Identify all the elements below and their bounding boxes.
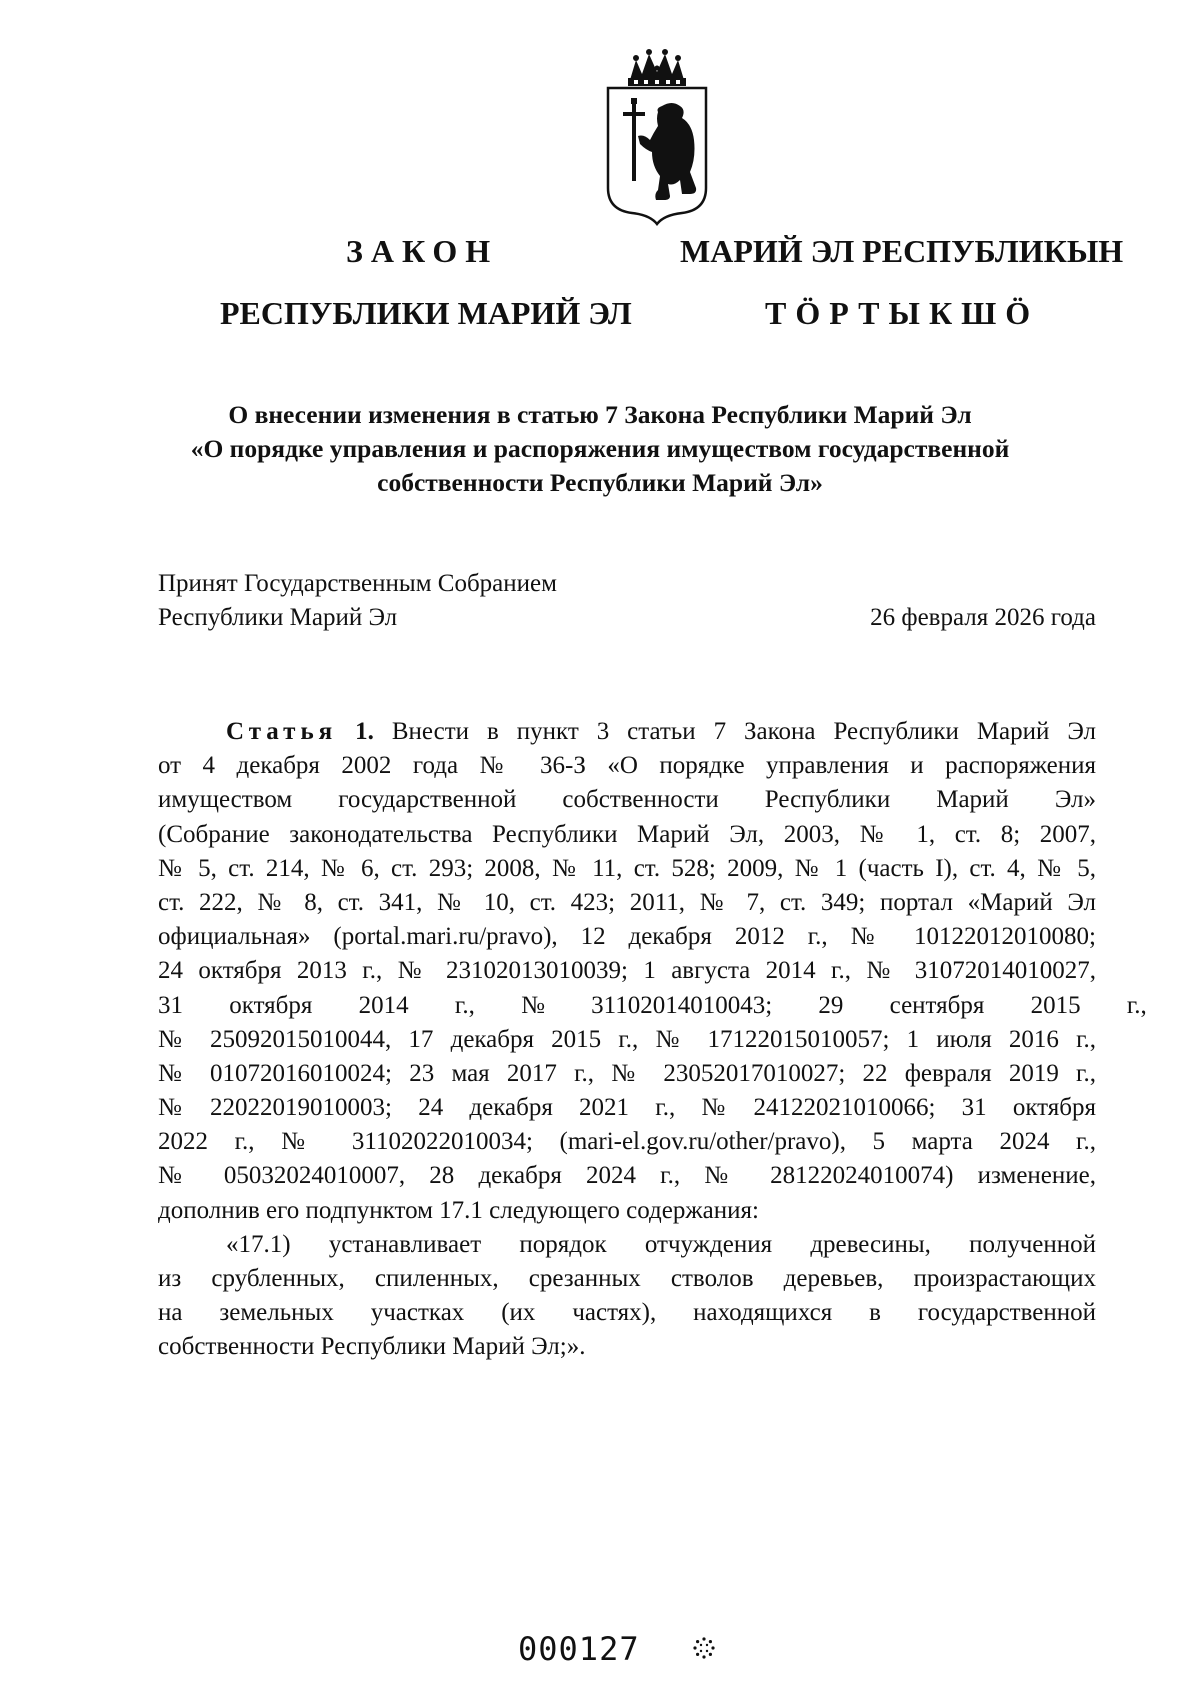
article-line: 24 октября 2013 г., № 23102013010039; 1 августа 2014 г., № 31072014010027,	[158, 957, 1096, 985]
article-text: Внести в пункт 3 статьи 7 Закона Республики Марий Эл	[391, 718, 1097, 745]
law-heading-ru: ЗАКОН	[346, 233, 499, 269]
article-line: 31 октября 2014 г., № 31102014010043; 29 сентября 2015 г.,	[158, 991, 1147, 1019]
republic-heading-ru: РЕСПУБЛИКИ МАРИЙ ЭЛ	[220, 295, 632, 331]
article-line	[158, 715, 1096, 749]
quote-line: из срубленных, спиленных, срезанных стволов деревьев, произрастающих	[158, 1265, 1096, 1292]
quote-line: «17.1) устанавливает порядок отчуждения древесины, полученной	[226, 1230, 1096, 1258]
article-line: № 01072016010024; 23 мая 2017 г., № 23052017010027; 22 февраля 2019 г.,	[158, 1059, 1096, 1087]
quote-line: собственности Республики Марий Эл;».	[158, 1333, 586, 1361]
article-label: Статья	[226, 718, 338, 745]
law-heading-mari: ТӦРТЫКШӦ	[765, 295, 1040, 331]
republic-heading-mari: МАРИЙ ЭЛ РЕСПУБЛИКЫН	[680, 233, 1124, 269]
article-number: 1.	[355, 718, 374, 745]
document-number: 000127	[518, 1630, 640, 1668]
article-line: № 22022019010003; 24 декабря 2021 г., № 24122021010066; 31 октября	[158, 1094, 1096, 1122]
adoption-statement	[158, 567, 557, 635]
adoption-line: Республики Марий Эл	[158, 604, 398, 631]
law-title-line: «О порядке управления и распоряжения имуществом государственной	[190, 434, 1010, 463]
stamp-mark-icon	[692, 1636, 716, 1660]
article-line: № 5, ст. 214, № 6, ст. 293; 2008, № 11, ст. 528; 2009, № 1 (часть I), ст. 4, № 5,	[158, 854, 1096, 882]
article-1	[158, 715, 1147, 1365]
article-line: дополнив его подпунктом 17.1 следующего содержания:	[158, 1196, 759, 1224]
quote-line: на земельных участках (их частях), находящихся в государственной	[158, 1299, 1096, 1327]
article-line: № 05032024010007, 28 декабря 2024 г., № 28122024010074) изменение,	[158, 1162, 1096, 1190]
adoption-date: 26 февраля 2026 года	[870, 604, 1096, 631]
article-line: № 25092015010044, 17 декабря 2015 г., № 17122015010057; 1 июля 2016 г.,	[158, 1025, 1096, 1053]
article-line: 2022 г., № 31102022010034; (mari-el.gov.ru/other/pravo), 5 марта 2024 г.,	[158, 1128, 1096, 1156]
article-line: ст. 222, № 8, ст. 341, № 10, ст. 423; 2011, № 7, ст. 349; портал «Марий Эл	[158, 888, 1096, 916]
law-title-line: собственности Республики Марий Эл»	[377, 468, 823, 497]
adoption-line: Принят Государственным Собранием	[158, 570, 557, 597]
law-title-line: О внесении изменения в статью 7 Закона Республики Марий Эл	[228, 400, 972, 429]
coat-of-arms-icon	[602, 48, 712, 226]
article-line: официальная» (portal.mari.ru/pravo), 12 декабря 2012 г., № 10122012010080;	[158, 923, 1096, 951]
article-line: от 4 декабря 2002 года № 36-З «О порядке управления и распоряжения	[158, 752, 1096, 780]
law-title	[140, 398, 1060, 500]
article-line: (Собрание законодательства Республики Марий Эл, 2003, № 1, ст. 8; 2007,	[158, 820, 1096, 848]
article-line: имуществом государственной собственности Республики Марий Эл»	[158, 786, 1096, 814]
